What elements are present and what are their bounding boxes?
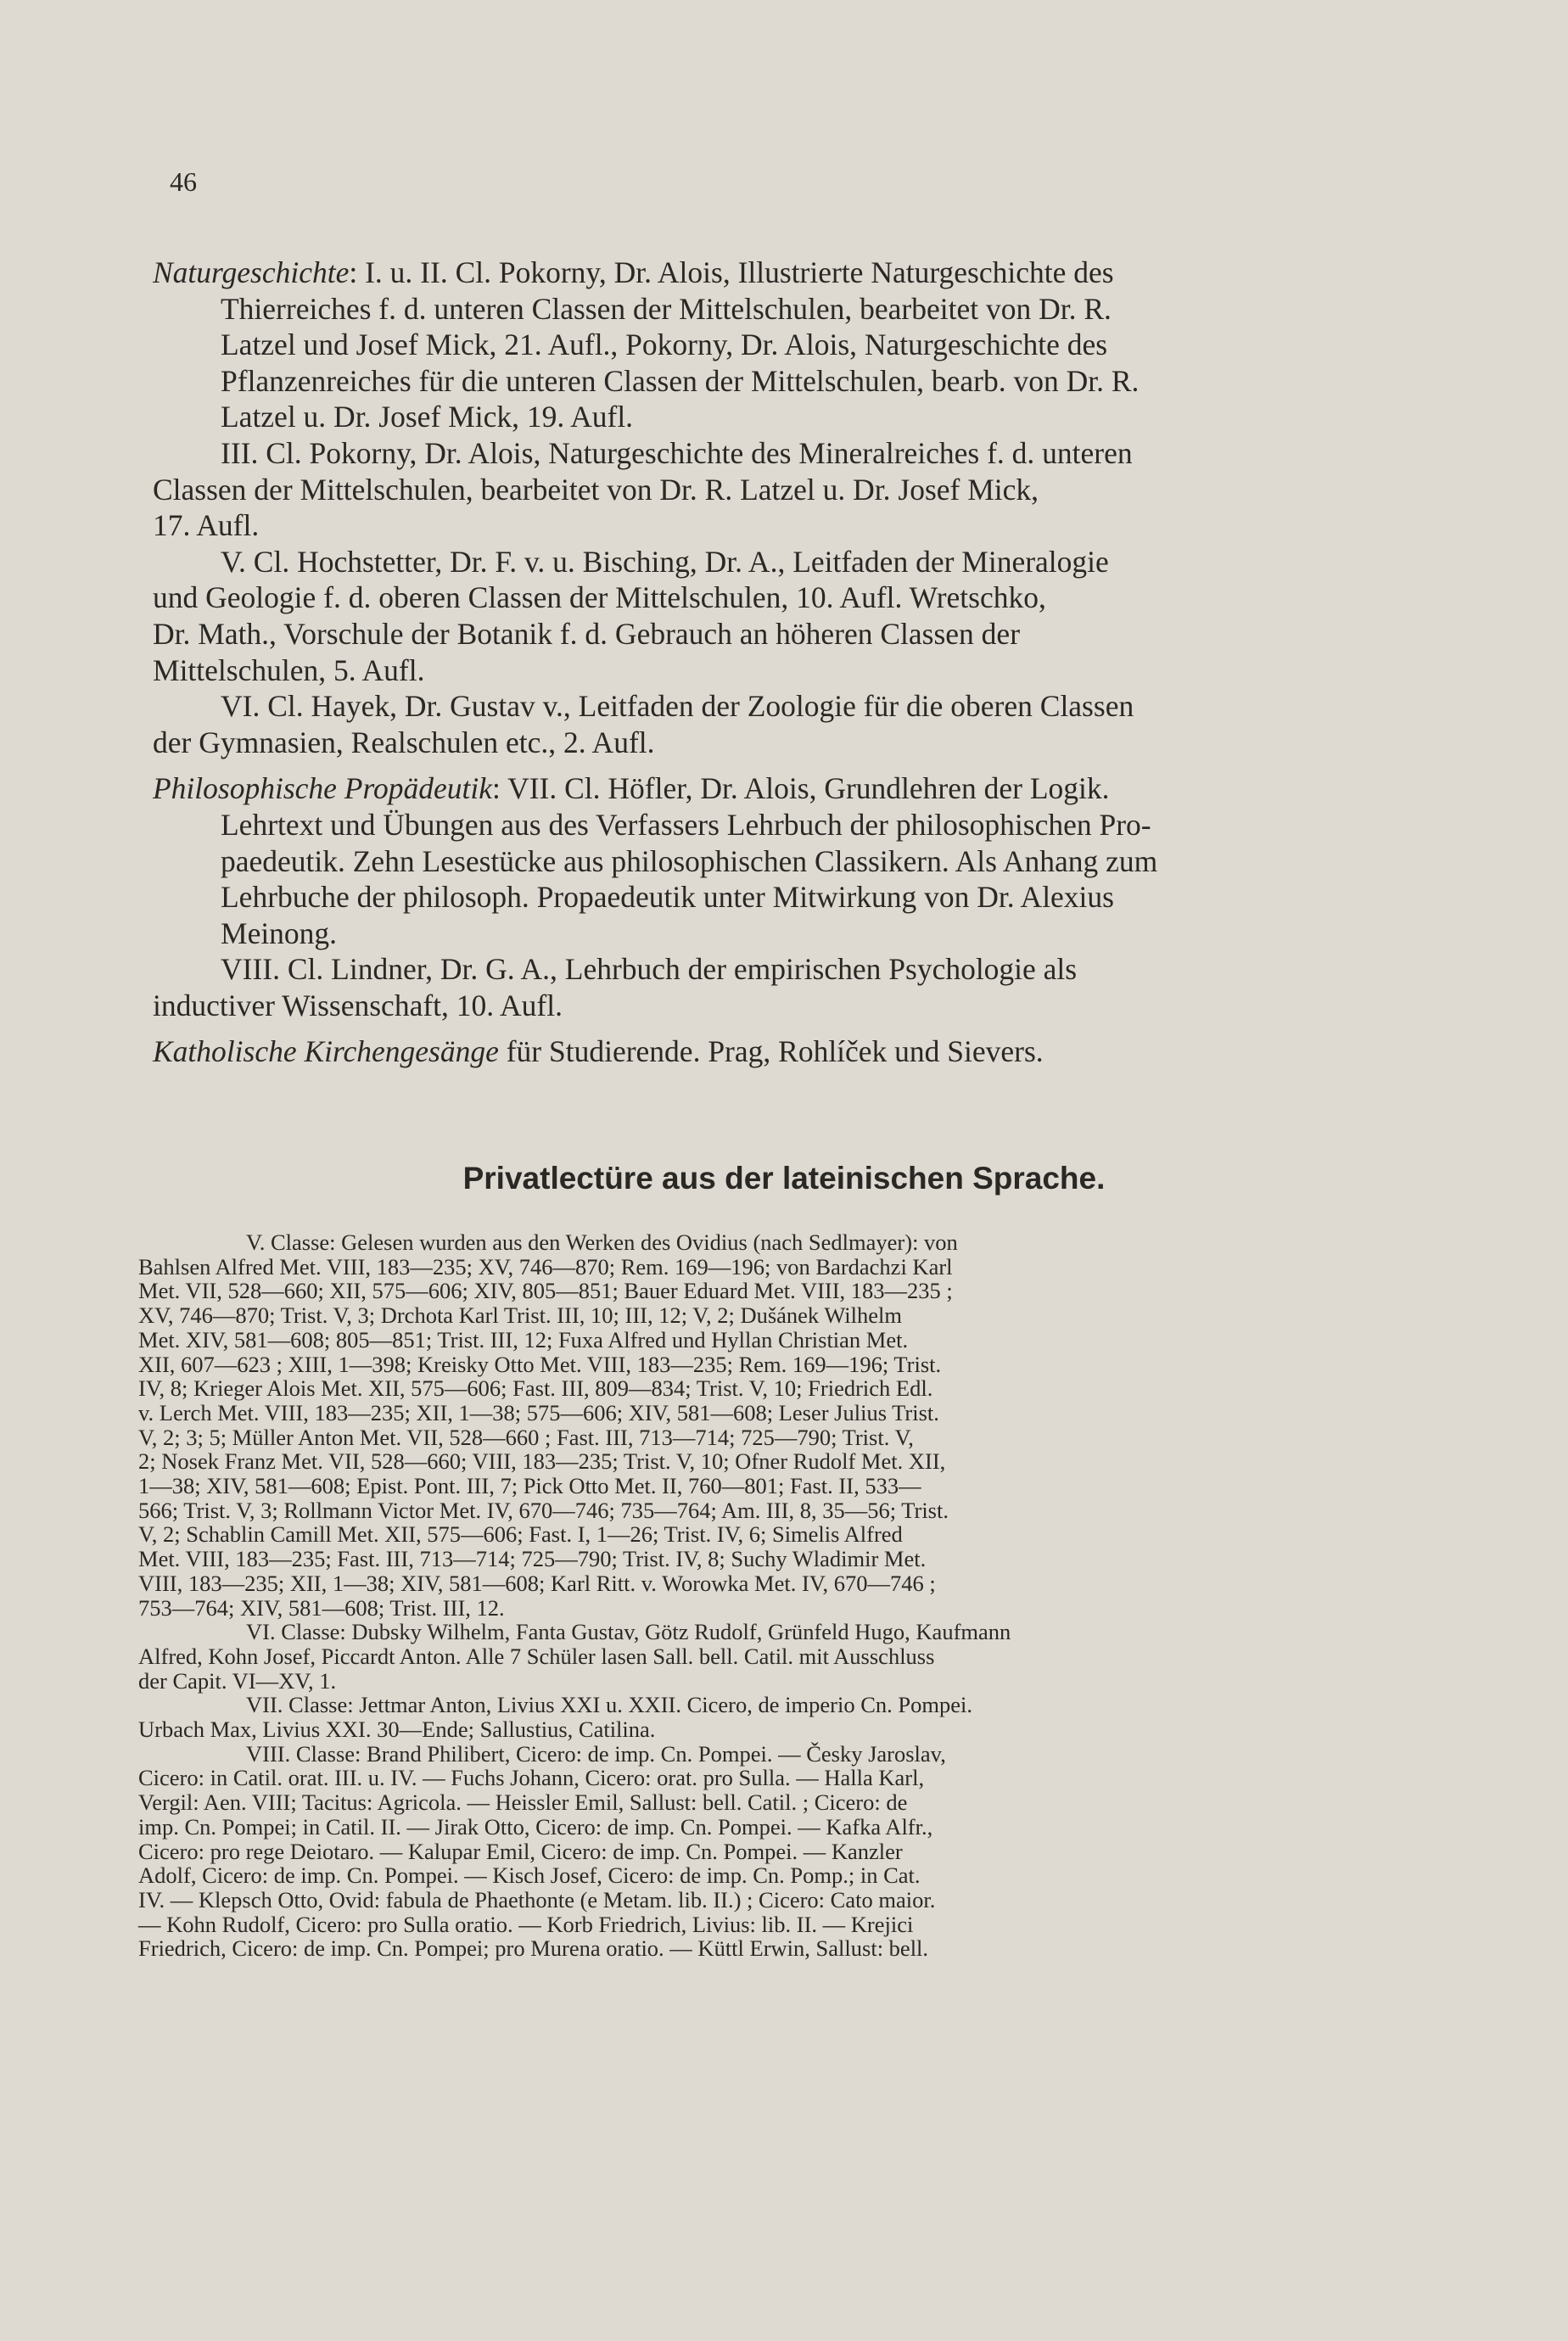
reading-list-line: 2; Nosek Franz Met. VII, 528—660; VIII, 183—235; Trist. V, 10; Ofner Rudolf Met. XII, [138, 1448, 946, 1475]
subject-label: Katholische Kirchengesänge [153, 1034, 499, 1069]
subject-label: Naturgeschichte [153, 255, 350, 289]
class-entry-line: III. Cl. Pokorny, Dr. Alois, Naturgeschichte des Mineralreiches f. d. unteren [221, 435, 1133, 470]
reading-list-line: Urbach Max, Livius XXI. 30—Ende; Sallustius, Catilina. [138, 1717, 656, 1743]
entry-text: für Studierende. Prag, Rohlíček und Sievers. [498, 1034, 1044, 1069]
reading-list-line: Vergil: Aen. VIII; Tacitus: Agricola. — Heissler Emil, Sallust: bell. Catil. ; Cicero: de [138, 1789, 908, 1816]
entry-line: Latzel u. Dr. Josef Mick, 19. Aufl. [221, 400, 634, 434]
reading-list-line: 1—38; XIV, 581—608; Epist. Pont. III, 7; Pick Otto Met. II, 760—801; Fast. II, 533— [138, 1473, 921, 1499]
reading-list-line: V. Classe: Gelesen wurden aus den Werken des Ovidius (nach Sedlmayer): von [246, 1229, 958, 1255]
class-entry-line: Dr. Math., Vorschule der Botanik f. d. Gebrauch an höheren Classen der [153, 616, 1021, 651]
entry-line: paedeutik. Zehn Lesestücke aus philosophischen Classikern. Als Anhang zum [221, 843, 1158, 878]
reading-list-line: v. Lerch Met. VIII, 183—235; XII, 1—38; 575—606; XIV, 581—608; Leser Julius Trist. [138, 1399, 939, 1425]
class-entry-line: VI. Cl. Hayek, Dr. Gustav v., Leitfaden der Zoologie für die oberen Classen [221, 689, 1134, 724]
reading-list-line: V, 2; 3; 5; Müller Anton Met. VII, 528—660 ; Fast. III, 713—714; 725—790; Trist. V, [138, 1424, 914, 1450]
section-heading: Privatlectüre aus der lateinischen Sprache. [462, 1161, 1106, 1196]
entry-line: Lehrtext und Übungen aus des Verfassers Lehrbuch der philosophischen Pro- [221, 807, 1151, 842]
class-entry-line: Classen der Mittelschulen, bearbeitet von Dr. R. Latzel u. Dr. Josef Mick, [153, 472, 1039, 507]
class-entry-line: und Geologie f. d. oberen Classen der Mittelschulen, 10. Aufl. Wretschko, [153, 580, 1046, 615]
entry-first-line [153, 255, 1417, 291]
reading-list-line: Cicero: pro rege Deiotaro. — Kalupar Emil, Cicero: de imp. Cn. Pompei. — Kanzler [138, 1838, 903, 1864]
subject-entry [153, 770, 1417, 1023]
reading-list-line: Bahlsen Alfred Met. VIII, 183—235; XV, 746—870; Rem. 169—196; von Bardachzi Karl [138, 1253, 953, 1280]
reading-list-line: Met. VIII, 183—235; Fast. III, 713—714; 725—790; Trist. IV, 8; Suchy Wladimir Met. [138, 1546, 927, 1572]
reading-list-line: Adolf, Cicero: de imp. Cn. Pompei. — Kisch Josef, Cicero: de imp. Cn. Pomp.; in Cat. [138, 1862, 921, 1889]
reading-list-line: — Kohn Rudolf, Cicero: pro Sulla oratio. — Korb Friedrich, Livius: lib. II. — Krejici [138, 1911, 914, 1937]
reading-list-line: imp. Cn. Pompei; in Catil. II. — Jirak Otto, Cicero: de imp. Cn. Pompei. — Kafka Alfr., [138, 1813, 933, 1840]
class-entry-line: V. Cl. Hochstetter, Dr. F. v. u. Bisching, Dr. A., Leitfaden der Mineralogie [221, 544, 1109, 579]
reading-list-line: VIII. Classe: Brand Philibert, Cicero: de imp. Cn. Pompei. — Česky Jaroslav, [246, 1740, 946, 1767]
entry-line: Thierreiches f. d. unteren Classen der Mittelschulen, bearbeitet von Dr. R. [221, 291, 1112, 326]
reading-list-line: XII, 607—623 ; XIII, 1—398; Kreisky Otto Met. VIII, 183—235; Rem. 169—196; Trist. [138, 1351, 942, 1377]
reading-list-line: IV, 8; Krieger Alois Met. XII, 575—606; Fast. III, 809—834; Trist. V, 10; Friedrich Edl. [138, 1375, 933, 1402]
class-entry-line: VIII. Cl. Lindner, Dr. G. A., Lehrbuch der empirischen Psychologie als [221, 952, 1078, 987]
entry-line: Pflanzenreiches für die unteren Classen der Mittelschulen, bearb. von Dr. R. [221, 363, 1140, 398]
reading-list-line: Friedrich, Cicero: de imp. Cn. Pompei; pro Murena oratio. — Küttl Erwin, Sallust: bell. [138, 1935, 929, 1962]
entry-text: : I. u. II. Cl. Pokorny, Dr. Alois, Illustrierte Naturgeschichte des [349, 255, 1114, 289]
class-entry-line: der Gymnasien, Realschulen etc., 2. Aufl. [153, 725, 655, 759]
class-entry-line: Mittelschulen, 5. Aufl. [153, 652, 425, 687]
reading-list-line: IV. — Klepsch Otto, Ovid: fabula de Phaethonte (e Metam. lib. II.) ; Cicero: Cato maior. [138, 1886, 936, 1913]
subject-list [153, 255, 1417, 1080]
entry-line: Latzel und Josef Mick, 21. Aufl., Pokorny, Dr. Alois, Naturgeschichte des [221, 328, 1108, 362]
entry-first-line [153, 1033, 1417, 1070]
reading-list-line: 753—764; XIV, 581—608; Trist. III, 12. [138, 1594, 505, 1621]
reading-list-line: der Capit. VI—XV, 1. [138, 1667, 337, 1694]
entry-line: Lehrbuche der philosoph. Propaedeutik unter Mitwirkung von Dr. Alexius [221, 880, 1114, 915]
subject-entry [153, 255, 1417, 760]
page-number: 46 [170, 166, 197, 197]
class-entry-line: 17. Aufl. [153, 508, 260, 543]
reading-list-line: VII. Classe: Jettmar Anton, Livius XXI u. XXII. Cicero, de imperio Cn. Pompei. [246, 1692, 972, 1718]
subject-entry [153, 1033, 1417, 1070]
reading-list-line: Alfred, Kohn Josef, Piccardt Anton. Alle 7 Schüler lasen Sall. bell. Catil. mit Ausschluss [138, 1643, 935, 1669]
reading-list-line: Met. XIV, 581—608; 805—851; Trist. III, 12; Fuxa Alfred und Hyllan Christian Met. [138, 1326, 909, 1353]
reading-list-line: V, 2; Schablin Camill Met. XII, 575—606; Fast. I, 1—26; Trist. IV, 6; Simelis Alfred [138, 1521, 903, 1548]
entry-text: : VII. Cl. Höfler, Dr. Alois, Grundlehren der Logik. [491, 771, 1110, 806]
reading-list-line: 566; Trist. V, 3; Rollmann Victor Met. IV, 670—746; 735—764; Am. III, 8, 35—56; Trist. [138, 1497, 949, 1523]
subject-label: Philosophische Propädeutik [153, 771, 492, 806]
class-entry-line: inductiver Wissenschaft, 10. Aufl. [153, 988, 563, 1022]
reading-list-line: Cicero: in Catil. orat. III. u. IV. — Fuchs Johann, Cicero: orat. pro Sulla. — Halla Karl, [138, 1765, 925, 1791]
reading-list [138, 1230, 1420, 1961]
reading-list-line: VIII, 183—235; XII, 1—38; XIV, 581—608; Karl Ritt. v. Worowka Met. IV, 670—746 ; [138, 1570, 936, 1596]
reading-list-line: VI. Classe: Dubsky Wilhelm, Fanta Gustav, Götz Rudolf, Grünfeld Hugo, Kaufmann [246, 1619, 1011, 1645]
reading-list-line: XV, 746—870; Trist. V, 3; Drchota Karl Trist. III, 10; III, 12; V, 2; Dušánek Wilhelm [138, 1302, 902, 1329]
entry-first-line [153, 770, 1417, 807]
entry-line: Meinong. [221, 916, 338, 950]
reading-list-line: Met. VII, 528—660; XII, 575—606; XIV, 805—851; Bauer Eduard Met. VIII, 183—235 ; [138, 1278, 953, 1304]
